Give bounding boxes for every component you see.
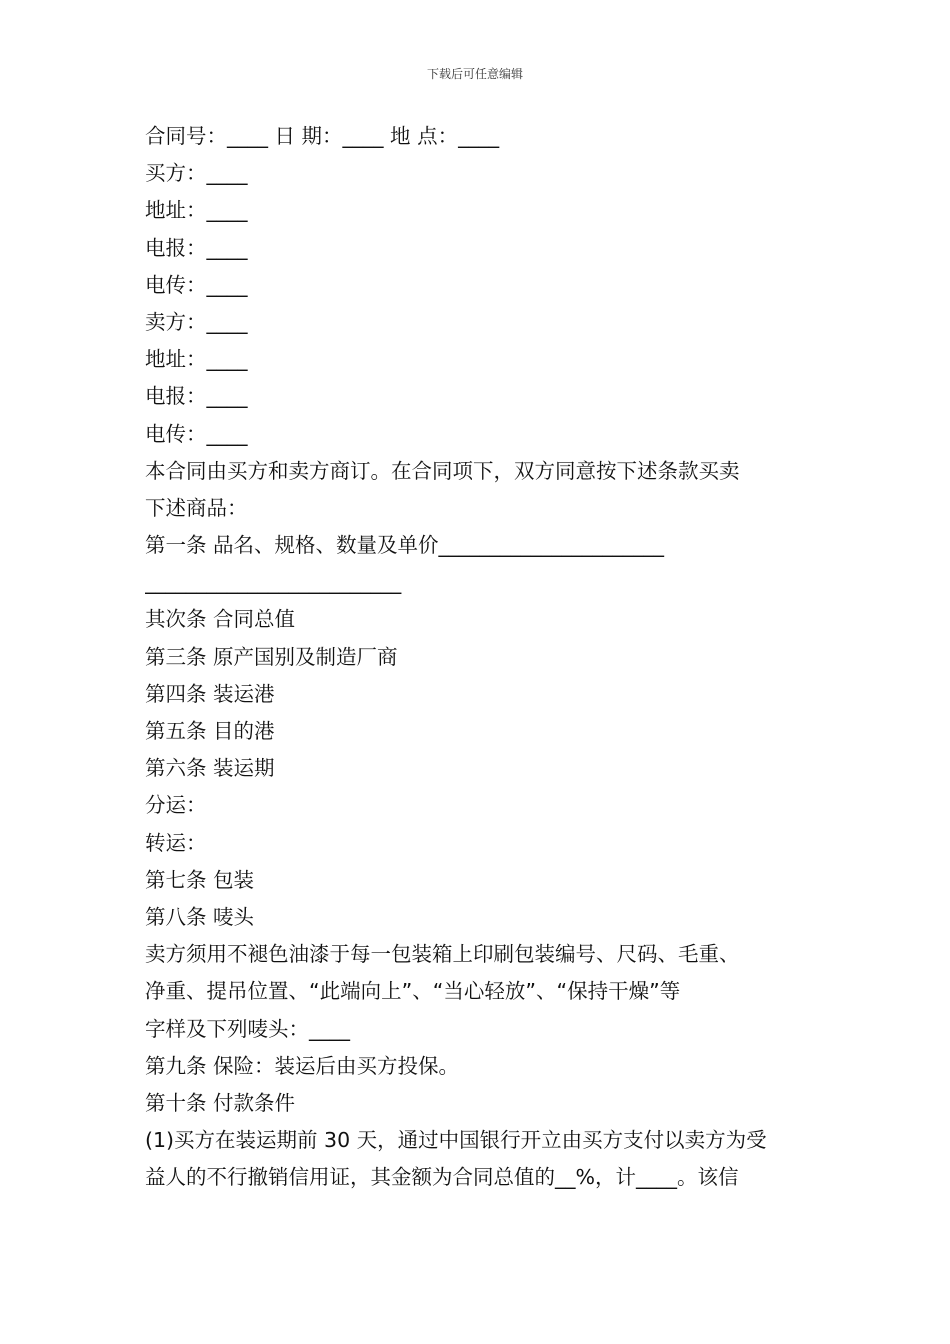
seller-fax-line: 电传：____	[145, 421, 248, 446]
article-1-blank-line: _________________________	[145, 570, 402, 595]
article-8-line: 第八条 唛头	[145, 904, 255, 929]
contract-body	[145, 118, 810, 1196]
intro-paragraph-line: 下述商品：	[145, 495, 248, 520]
article-5-line: 第五条 目的港	[145, 719, 275, 743]
buyer-fax-line: 电传：____	[145, 272, 248, 297]
payment-paragraph-line: (1)买方在装运期前 30 天，通过中国银行开立由买方支付以卖方为受	[145, 1128, 767, 1153]
buyer-line: 买方：____	[145, 161, 248, 186]
seller-telegram-line: 电报：____	[145, 384, 248, 409]
article-6-line: 第六条 装运期	[145, 756, 275, 781]
buyer-telegram-line: 电报：____	[145, 235, 248, 260]
article-10-line: 第十条 付款条件	[145, 1090, 296, 1115]
intro-paragraph-line: 本合同由买方和卖方商订。在合同项下，双方同意按下述条款买卖	[145, 458, 740, 483]
seller-address-line: 地址：____	[145, 347, 248, 372]
marking-paragraph-line: 字样及下列唛头：____	[145, 1016, 350, 1041]
payment-paragraph-line: 益人的不行撤销信用证，其金额为合同总值的__%，计____。该信	[145, 1165, 739, 1190]
article-4-line: 第四条 装运港	[145, 681, 275, 706]
contract-meta-line: 合同号：____ 日 期：____ 地 点：____	[145, 124, 500, 148]
article-7-line: 第七条 包装	[145, 867, 255, 892]
article-1-line: 第一条 品名、规格、数量及单价______________________	[145, 533, 665, 558]
marking-paragraph-line: 卖方须用不褪色油漆于每一包装箱上印刷包装编号、尺码、毛重、	[145, 942, 740, 967]
article-2-line: 其次条 合同总值	[145, 607, 296, 632]
marking-paragraph-line: 净重、提吊位置、“此端向上”、“当心轻放”、“保持干燥”等	[145, 979, 681, 1004]
buyer-address-line: 地址：____	[145, 198, 248, 223]
page-header: 下载后可任意编辑	[426, 67, 523, 81]
transshipment-line: 转运：	[145, 830, 207, 855]
article-3-line: 第三条 原产国别及制造厂商	[145, 644, 398, 669]
partial-shipment-line: 分运：	[145, 793, 207, 818]
seller-line: 卖方：____	[145, 309, 248, 334]
article-9-line: 第九条 保险：装运后由买方投保。	[145, 1053, 460, 1078]
